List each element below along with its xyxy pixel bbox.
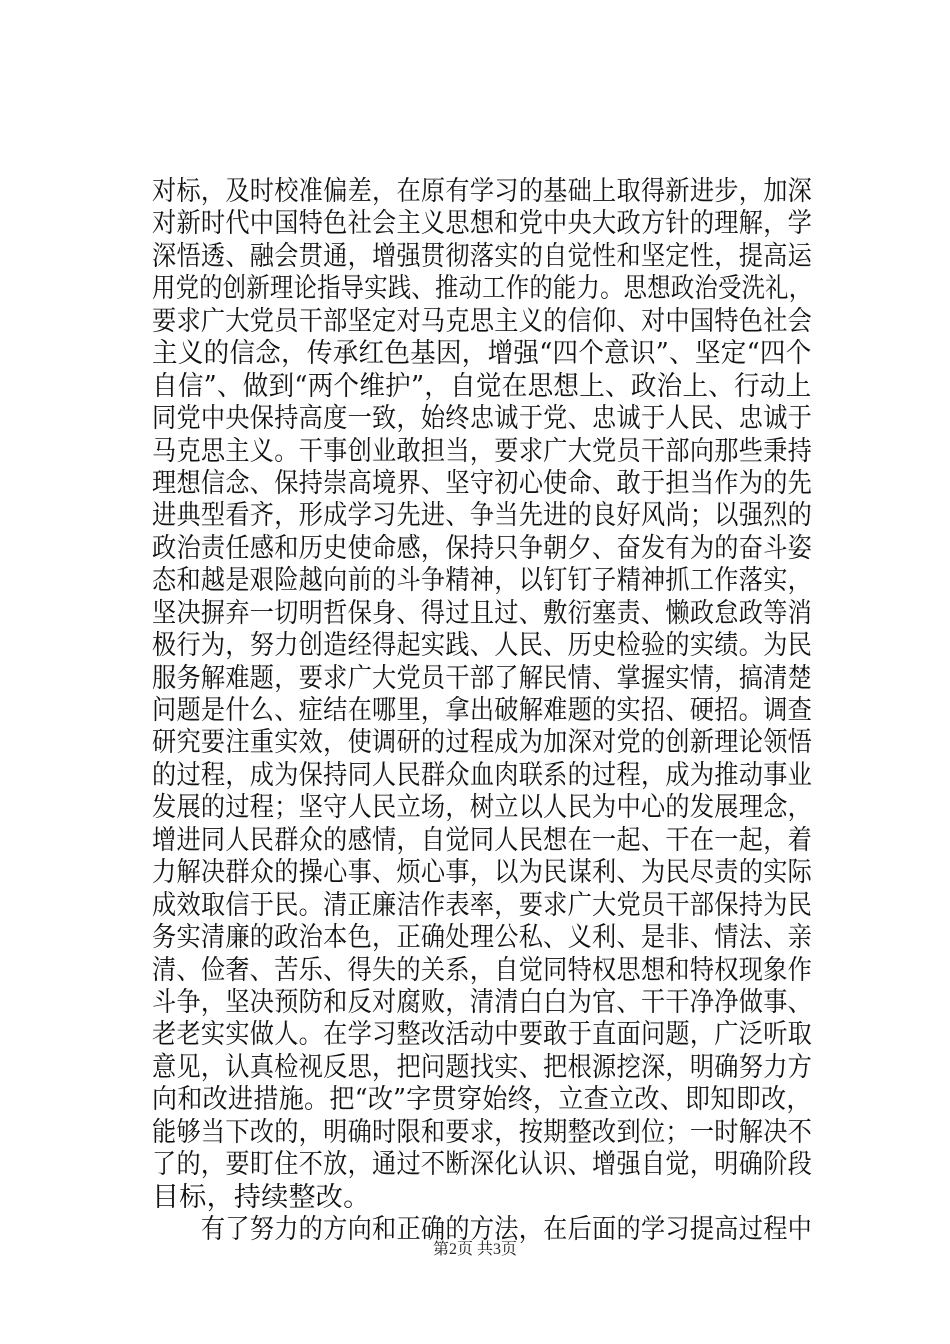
text-line: 目标，持续整改。 bbox=[152, 1181, 371, 1213]
text-line: 同党中央保持高度一致，始终忠诚于党、忠诚于人民、忠诚于 bbox=[152, 403, 813, 435]
text-line: 对标，及时校准偏差，在原有学习的基础上取得新进步，加深 bbox=[152, 176, 813, 207]
text-line: 服务解难题，要求广大党员干部了解民情、掌握实情，搞清楚 bbox=[152, 662, 813, 694]
text-line: 老老实实做人。在学习整改活动中要敢于直面问题，广泛听取 bbox=[152, 1019, 813, 1051]
text-line: 马克思主义。干事创业敢担当，要求广大党员干部向那些秉持 bbox=[152, 435, 813, 467]
text-line: 研究要注重实效，使调研的过程成为加深对党的创新理论领悟 bbox=[152, 727, 813, 759]
text-line: 政治责任感和历史使命感，保持只争朝夕、奋发有为的奋斗姿 bbox=[152, 532, 813, 564]
text-line: 有了努力的方向和正确的方法，在后面的学习提高过程中 bbox=[152, 1214, 813, 1245]
text-line: 力解决群众的操心事、烦心事，以为民谋利、为民尽责的实际 bbox=[152, 857, 813, 889]
text-line: 意见，认真检视反思，把问题找实、把根源挖深，明确努力方 bbox=[152, 1051, 813, 1083]
text-line: 主义的信念，传承红色基因，增强“四个意识”、坚定“四个 bbox=[152, 338, 812, 370]
text-line: 发展的过程；坚守人民立场，树立以人民为中心的发展理念， bbox=[152, 792, 813, 824]
text-line: 进典型看齐，形成学习先进、争当先进的良好风尚；以强烈的 bbox=[152, 500, 813, 532]
text-line: 向和改进措施。把“改”字贯穿始终，立查立改、即知即改， bbox=[152, 1084, 812, 1116]
text-line: 问题是什么、症结在哪里，拿出破解难题的实招、硬招。调查 bbox=[152, 695, 813, 726]
page-footer: 第2页 共3页 bbox=[432, 1241, 517, 1258]
text-line: 坚决摒弃一切明哲保身、得过且过、敷衍塞责、懒政怠政等消 bbox=[152, 597, 813, 629]
text-line: 斗争，坚决预防和反对腐败，清清白白为官、干干净净做事、 bbox=[152, 986, 813, 1018]
text-line: 增进同人民群众的感情，自觉同人民想在一起、干在一起，着 bbox=[152, 824, 813, 856]
text-line: 要求广大党员干部坚定对马克思主义的信仰、对中国特色社会 bbox=[152, 305, 813, 337]
text-line: 理想信念、保持崇高境界、坚守初心使命、敢于担当作为的先 bbox=[152, 467, 813, 499]
text-line: 了的，要盯住不放，通过不断深化认识、增强自觉，明确阶段 bbox=[152, 1149, 813, 1181]
text-line: 务实清廉的政治本色，正确处理公私、义利、是非、情法、亲 bbox=[152, 922, 813, 954]
text-line: 成效取信于民。清正廉洁作表率，要求广大党员干部保持为民 bbox=[152, 889, 813, 921]
text-line: 清、俭奢、苦乐、得失的关系，自觉同特权思想和特权现象作 bbox=[152, 954, 813, 986]
text-line: 极行为，努力创造经得起实践、人民、历史检验的实绩。为民 bbox=[152, 630, 813, 662]
text-line: 能够当下改的，明确时限和要求，按期整改到位；一时解决不 bbox=[152, 1116, 813, 1148]
body-text bbox=[152, 176, 812, 1246]
text-line: 的过程，成为保持同人民群众血肉联系的过程，成为推动事业 bbox=[152, 759, 813, 791]
text-line: 自信”、做到“两个维护”，自觉在思想上、政治上、行动上 bbox=[152, 370, 812, 402]
text-line: 深悟透、融会贯通，增强贯彻落实的自觉性和坚定性，提高运 bbox=[152, 240, 813, 272]
text-line: 态和越是艰险越向前的斗争精神，以钉钉子精神抓工作落实， bbox=[152, 565, 813, 597]
text-line: 用党的创新理论指导实践、推动工作的能力。思想政治受洗礼， bbox=[152, 273, 813, 305]
text-line: 对新时代中国特色社会主义思想和党中央大政方针的理解，学 bbox=[152, 208, 813, 240]
